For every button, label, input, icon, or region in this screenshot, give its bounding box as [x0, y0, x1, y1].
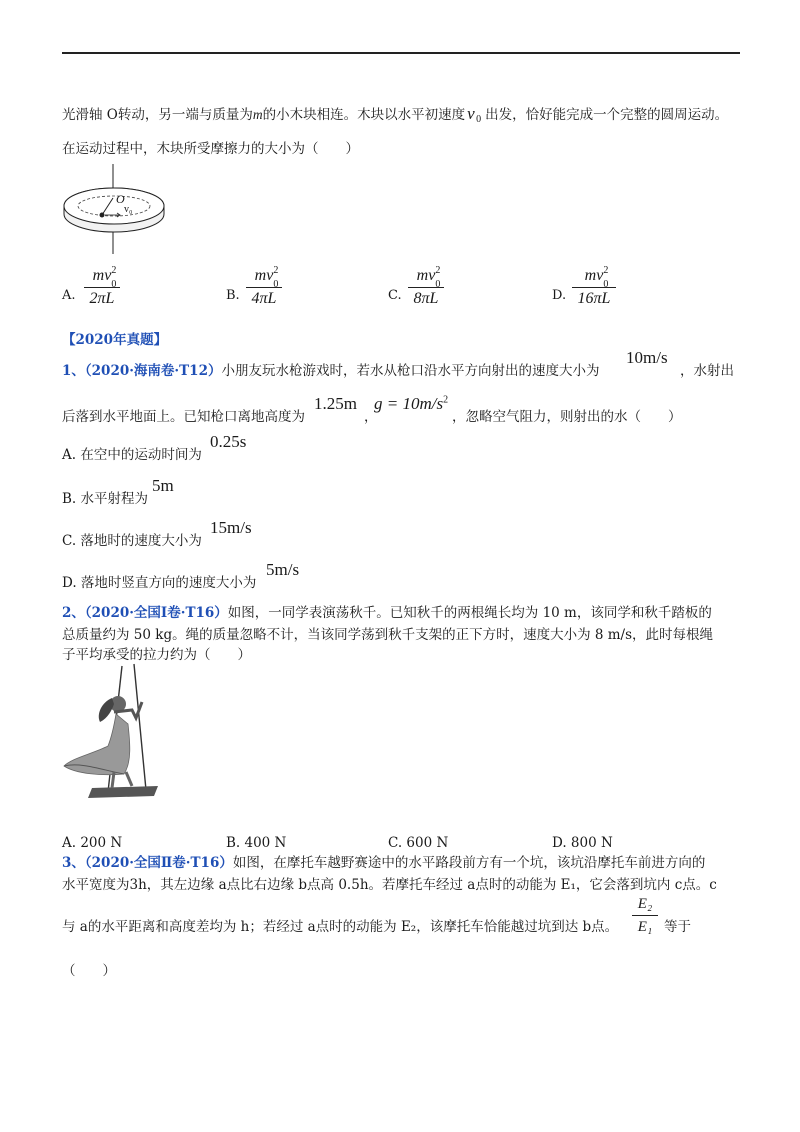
swing-figure [62, 662, 182, 822]
q-prev-line2: 在运动过程中，木块所受摩擦力的大小为（ ） [62, 141, 359, 157]
q1-option-a: A. 在空中的运动时间为 [62, 447, 202, 463]
q1-line1-end: ，水射出 [680, 363, 734, 379]
q1-option-b: B. 水平射程为 [62, 491, 149, 507]
q2-option-d: D. 800 N [552, 835, 613, 851]
q3-line3: 与 a的水平距离和高度差均为 h；若经过 a点时的动能为 E₂，该摩托车恰能越过坑到达 b点。 [62, 919, 619, 935]
option-d-fraction: mv 2 0 16πL [572, 266, 616, 309]
q2-line2: 总质量约为 50 kg。绳的质量忽略不计，当该同学荡到秋千支架的正下方时，速度大小为 8 m/s，此时每根绳 [62, 627, 714, 643]
option-a-fraction: mv 2 0 2πL [84, 266, 120, 309]
q2-option-b: B. 400 N [226, 835, 287, 851]
q3-line4: （ ） [62, 963, 116, 979]
q3-line1: 3、（2020·全国Ⅱ卷·T16）如图，在摩托车越野赛途中的水平路段前方有一个坑，该坑沿摩托车前进方向的 [62, 855, 706, 871]
q2-option-a: A. 200 N [62, 835, 123, 851]
q1-line2: 后落到水平地面上。已知枪口离地高度为 [62, 409, 305, 425]
q1-option-d-value: 5m/s [266, 560, 300, 579]
option-c-fraction: mv 2 0 8πL [408, 266, 444, 309]
section-title: 【2020年真题】 [62, 332, 168, 348]
q1-option-c: C. 落地时的速度大小为 [62, 533, 202, 549]
option-d-label: D. [552, 288, 567, 303]
option-b-fraction: mv 2 0 4πL [246, 266, 282, 309]
header-rule [62, 52, 740, 54]
q2-option-c: C. 600 N [388, 835, 449, 851]
q1-option-d: D. 落地时竖直方向的速度大小为 [62, 575, 257, 591]
q3-line2: 水平宽度为3h，其左边缘 a点比右边缘 b点高 0.5h。若摩托车经过 a点时的动能为 E₁，它会落到坑内 c点。c [62, 877, 717, 893]
q1-height: 1.25m [314, 394, 357, 413]
q1-line1: 1、（2020·海南卷·T12）小朋友玩水枪游戏时，若水从枪口沿水平方向射出的速度大小为 [62, 363, 600, 379]
q1-option-b-value: 5m [152, 476, 174, 495]
fig-label-v0: v₀ [124, 204, 133, 215]
q1-option-c-value: 15m/s [210, 518, 252, 537]
q2-line1: 2、（2020·全国Ⅰ卷·T16）如图，一同学表演荡秋千。已知秋千的两根绳长均为 10 m，该同学和秋千踏板的 [62, 605, 712, 621]
q2-line3: 子平均承受的拉力约为（ ） [62, 647, 251, 663]
turntable-figure [62, 164, 172, 256]
q1-option-a-value: 0.25s [210, 432, 247, 451]
option-c-label: C. [388, 288, 402, 303]
q1-speed: 10m/s [626, 348, 668, 367]
option-b-label: B. [226, 288, 240, 303]
option-a-label: A. [62, 288, 76, 303]
q1-line2-end: ，忽略空气阻力，则射出的水（ ） [452, 409, 682, 425]
q1-comma: ， [364, 409, 378, 425]
q1-gravity: $g = 10m/s^2$ [374, 394, 449, 413]
fig-label-O: O [116, 192, 125, 206]
q3-line3-end: 等于 [664, 919, 691, 935]
q3-ratio-fraction: E₂ E₁ [632, 894, 658, 937]
q-prev-line1: 光滑轴 O转动，另一端与质量为m的小木块相连。木块以水平初速度 v 0 出发，恰好能完成一个完整的圆周运动。 [62, 104, 729, 125]
